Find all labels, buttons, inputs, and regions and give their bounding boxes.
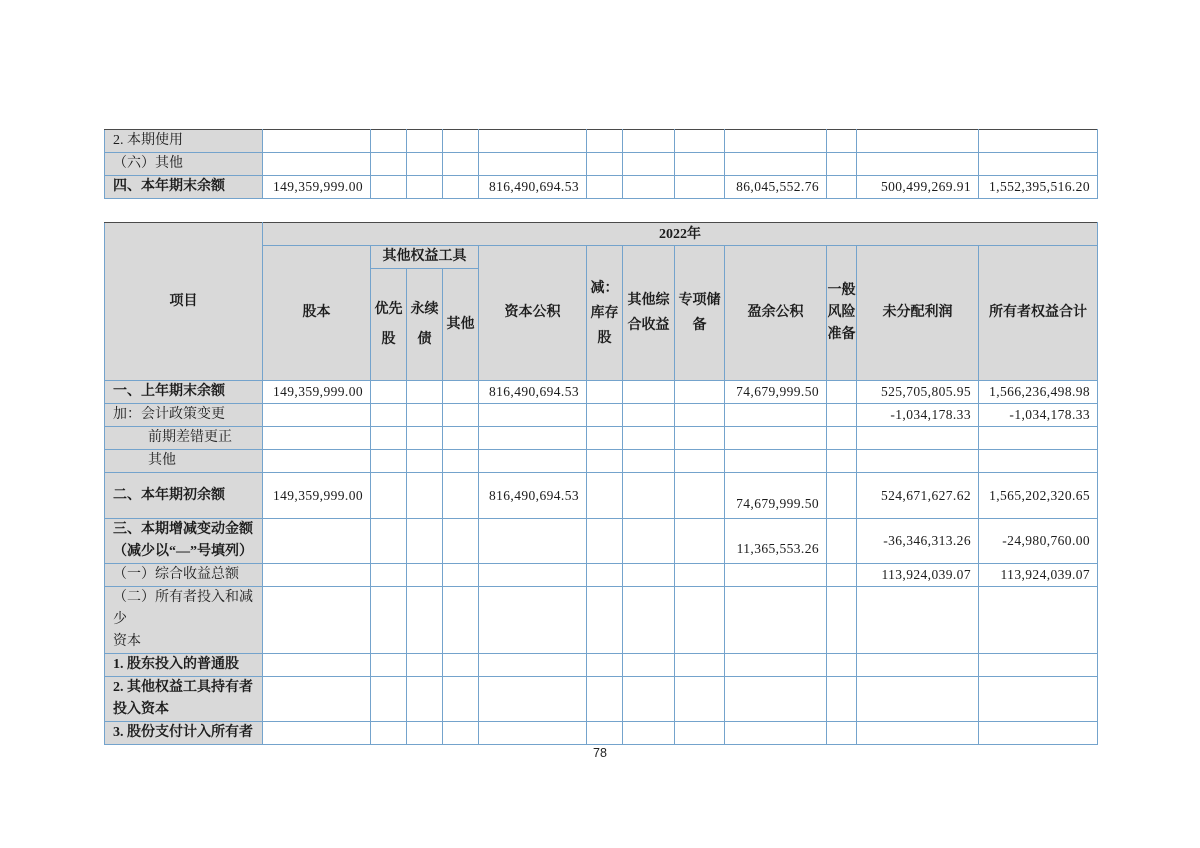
- col-header-item: 项目: [105, 223, 263, 381]
- table-cell: [675, 404, 725, 427]
- table-cell: [675, 677, 725, 722]
- table-cell: [623, 404, 675, 427]
- table-cell: [827, 176, 857, 199]
- table-cell: [443, 473, 479, 519]
- table-cell: [443, 654, 479, 677]
- table-cell: 86,045,552.76: [725, 176, 827, 199]
- table-cell: [675, 654, 725, 677]
- table-cell: [443, 450, 479, 473]
- row-label: （六）其他: [105, 153, 263, 176]
- table-row: [105, 564, 1098, 587]
- table-cell: [675, 130, 725, 153]
- table-cell: [479, 519, 587, 564]
- table-cell: [371, 722, 407, 745]
- table-cell: [587, 176, 623, 199]
- table-cell: [587, 381, 623, 404]
- table-cell: 1,552,395,516.20: [979, 176, 1098, 199]
- table-cell: 524,671,627.62: [857, 473, 979, 519]
- table-cell: [479, 654, 587, 677]
- table-cell: [675, 519, 725, 564]
- table-row: [105, 130, 1098, 153]
- table-row: [105, 722, 1098, 745]
- table-cell: [857, 427, 979, 450]
- table-cell: [443, 587, 479, 654]
- table-row: [105, 153, 1098, 176]
- table-cell: [725, 153, 827, 176]
- table-cell: [675, 722, 725, 745]
- col-header-capital-reserve: 资本公积: [479, 246, 587, 381]
- table-cell: [827, 519, 857, 564]
- table-cell: [623, 654, 675, 677]
- row-label: 1. 股东投入的普通股: [105, 654, 263, 677]
- table-cell: [623, 176, 675, 199]
- main-table-body: [105, 381, 1098, 745]
- table-cell: [587, 587, 623, 654]
- table-cell: [857, 677, 979, 722]
- table-cell: [371, 427, 407, 450]
- table-cell: [263, 519, 371, 564]
- table-cell: [443, 677, 479, 722]
- table-cell: -36,346,313.26: [857, 519, 979, 564]
- table-cell: [623, 427, 675, 450]
- table-cell: [371, 176, 407, 199]
- table-cell: [623, 564, 675, 587]
- table-row: [105, 587, 1098, 654]
- table-cell: [827, 654, 857, 677]
- table-cell: [407, 677, 443, 722]
- table-cell: [407, 130, 443, 153]
- table-cell: [827, 130, 857, 153]
- table-row: [105, 473, 1098, 519]
- table-cell: [979, 153, 1098, 176]
- table-cell: [587, 519, 623, 564]
- col-header-surplus-reserve: 盈余公积: [725, 246, 827, 381]
- table-cell: -1,034,178.33: [857, 404, 979, 427]
- col-header-special-reserve: 专项储备: [675, 246, 725, 381]
- table-cell: [623, 587, 675, 654]
- table-cell: [623, 473, 675, 519]
- table-cell: [443, 519, 479, 564]
- col-header-other-equity-group: 其他权益工具: [371, 246, 479, 269]
- table-cell: [443, 404, 479, 427]
- row-label: （一）综合收益总额: [105, 564, 263, 587]
- table-cell: [725, 404, 827, 427]
- table-cell: [827, 722, 857, 745]
- table-cell: [407, 564, 443, 587]
- table-cell: [675, 381, 725, 404]
- table-cell: [623, 519, 675, 564]
- table-cell: [263, 722, 371, 745]
- table-cell: 149,359,999.00: [263, 473, 371, 519]
- table-cell: [371, 519, 407, 564]
- table-cell: [857, 654, 979, 677]
- table-row: [105, 450, 1098, 473]
- table-cell: [827, 473, 857, 519]
- table-cell: [675, 153, 725, 176]
- table-cell: 816,490,694.53: [479, 381, 587, 404]
- table-cell: [371, 381, 407, 404]
- table-cell: [263, 654, 371, 677]
- col-header-total: 所有者权益合计: [979, 246, 1098, 381]
- table-cell: [979, 450, 1098, 473]
- table-cell: [479, 130, 587, 153]
- col-header-oci: 其他综合收益: [623, 246, 675, 381]
- table-cell: [587, 427, 623, 450]
- table-cell: [479, 450, 587, 473]
- table-cell: [857, 130, 979, 153]
- table-row: [105, 654, 1098, 677]
- table-cell: [371, 654, 407, 677]
- table-cell: [587, 473, 623, 519]
- table-cell: 149,359,999.00: [263, 381, 371, 404]
- table-cell: [407, 587, 443, 654]
- table-cell: 816,490,694.53: [479, 176, 587, 199]
- table-cell: [407, 519, 443, 564]
- main-table-header: [105, 223, 1098, 381]
- table-cell: -24,980,760.00: [979, 519, 1098, 564]
- table-cell: 113,924,039.07: [979, 564, 1098, 587]
- table-cell: [725, 677, 827, 722]
- col-header-share-capital: 股本: [263, 246, 371, 381]
- table-cell: [407, 473, 443, 519]
- table-cell: [587, 654, 623, 677]
- table-cell: [371, 153, 407, 176]
- table-cell: [443, 153, 479, 176]
- table-cell: [979, 427, 1098, 450]
- table-cell: [479, 564, 587, 587]
- table-cell: 525,705,805.95: [857, 381, 979, 404]
- col-header-treasury: 减：库存股: [587, 246, 623, 381]
- table-row: [105, 519, 1098, 564]
- table-cell: [725, 587, 827, 654]
- equity-table-2022: [104, 222, 1098, 745]
- table-cell: [263, 677, 371, 722]
- table-cell: [443, 130, 479, 153]
- table-cell: [827, 404, 857, 427]
- table-row: [105, 381, 1098, 404]
- col-header-general-risk: 一般风险准备: [827, 246, 857, 381]
- table-cell: [587, 153, 623, 176]
- table-cell: [979, 677, 1098, 722]
- table-row: [105, 677, 1098, 722]
- table-cell: [827, 587, 857, 654]
- table-cell: [623, 722, 675, 745]
- table-cell: [443, 381, 479, 404]
- table-cell: [827, 427, 857, 450]
- table-cell: [725, 722, 827, 745]
- table-cell: [587, 564, 623, 587]
- table-cell: [479, 677, 587, 722]
- table-cell: [675, 450, 725, 473]
- page-number: 78: [593, 746, 607, 760]
- table-cell: [857, 587, 979, 654]
- table-cell: [827, 153, 857, 176]
- table-cell: [443, 722, 479, 745]
- table-cell: [443, 176, 479, 199]
- table-cell: [587, 677, 623, 722]
- table-cell: [371, 677, 407, 722]
- table-cell: 74,679,999.50: [725, 381, 827, 404]
- table-cell: [979, 130, 1098, 153]
- table-cell: [443, 564, 479, 587]
- table-cell: [407, 722, 443, 745]
- table-row: [105, 427, 1098, 450]
- year-header: 2022年: [263, 223, 1098, 246]
- row-label: 一、上年期末余额: [105, 381, 263, 404]
- table-cell: [443, 427, 479, 450]
- table-cell: 1,565,202,320.65: [979, 473, 1098, 519]
- table-cell: 1,566,236,498.98: [979, 381, 1098, 404]
- col-header-other-equity: 其他: [443, 269, 479, 381]
- row-label: 其他: [105, 450, 263, 473]
- year-header-row: [105, 223, 1098, 246]
- table-cell: [623, 381, 675, 404]
- row-label: 四、本年期末余额: [105, 176, 263, 199]
- row-label: 三、本期增减变动金额 （减少以“—”号填列）: [105, 519, 263, 564]
- table-cell: [675, 587, 725, 654]
- table-cell: [263, 404, 371, 427]
- row-label: 2. 本期使用: [105, 130, 263, 153]
- table-cell: 816,490,694.53: [479, 473, 587, 519]
- table-cell: [263, 564, 371, 587]
- table-cell: [675, 176, 725, 199]
- table-cell: [407, 176, 443, 199]
- table-cell: 149,359,999.00: [263, 176, 371, 199]
- col-header-perpetual: 永续债: [407, 269, 443, 381]
- top-table-body: [105, 130, 1098, 199]
- table-cell: [979, 654, 1098, 677]
- table-cell: [725, 427, 827, 450]
- table-cell: [725, 654, 827, 677]
- table-cell: [857, 153, 979, 176]
- table-cell: [407, 381, 443, 404]
- table-cell: [587, 130, 623, 153]
- table-cell: [407, 427, 443, 450]
- table-cell: [263, 153, 371, 176]
- table-cell: [263, 130, 371, 153]
- table-cell: [623, 677, 675, 722]
- table-cell: [827, 677, 857, 722]
- col-header-preferred: 优先股: [371, 269, 407, 381]
- row-label: 二、本年期初余额: [105, 473, 263, 519]
- table-cell: [479, 427, 587, 450]
- row-label: 前期差错更正: [105, 427, 263, 450]
- table-cell: [857, 722, 979, 745]
- table-cell: 500,499,269.91: [857, 176, 979, 199]
- table-cell: [479, 722, 587, 745]
- table-cell: [623, 153, 675, 176]
- table-cell: [979, 587, 1098, 654]
- table-cell: [479, 404, 587, 427]
- table-cell: [371, 130, 407, 153]
- table-cell: [675, 564, 725, 587]
- table-cell: [827, 564, 857, 587]
- table-cell: [371, 587, 407, 654]
- table-cell: [827, 381, 857, 404]
- equity-table-previous-section: [104, 129, 1098, 199]
- table-cell: [675, 427, 725, 450]
- table-cell: [827, 450, 857, 473]
- table-cell: [587, 450, 623, 473]
- table-cell: [263, 427, 371, 450]
- table-cell: 11,365,553.26: [725, 519, 827, 564]
- table-cell: [623, 450, 675, 473]
- table-cell: [623, 130, 675, 153]
- table-cell: [263, 587, 371, 654]
- table-cell: [407, 654, 443, 677]
- row-label: 加：会计政策变更: [105, 404, 263, 427]
- table-cell: [675, 473, 725, 519]
- table-cell: [407, 404, 443, 427]
- table-cell: [407, 450, 443, 473]
- row-label: （二）所有者投入和减少 资本: [105, 587, 263, 654]
- table-row: [105, 404, 1098, 427]
- table-cell: [725, 564, 827, 587]
- table-cell: [479, 587, 587, 654]
- table-cell: [479, 153, 587, 176]
- table-cell: [371, 473, 407, 519]
- col-header-retained: 未分配利润: [857, 246, 979, 381]
- table-cell: [407, 153, 443, 176]
- row-label: 2. 其他权益工具持有者 投入资本: [105, 677, 263, 722]
- table-cell: [725, 130, 827, 153]
- table-cell: [725, 450, 827, 473]
- row-label: 3. 股份支付计入所有者: [105, 722, 263, 745]
- table-cell: [371, 404, 407, 427]
- table-cell: [371, 450, 407, 473]
- table-cell: 113,924,039.07: [857, 564, 979, 587]
- table-row: [105, 176, 1098, 199]
- table-cell: [371, 564, 407, 587]
- table-cell: [587, 722, 623, 745]
- table-cell: -1,034,178.33: [979, 404, 1098, 427]
- table-cell: [587, 404, 623, 427]
- table-cell: 74,679,999.50: [725, 473, 827, 519]
- table-cell: [263, 450, 371, 473]
- table-cell: [857, 450, 979, 473]
- table-cell: [979, 722, 1098, 745]
